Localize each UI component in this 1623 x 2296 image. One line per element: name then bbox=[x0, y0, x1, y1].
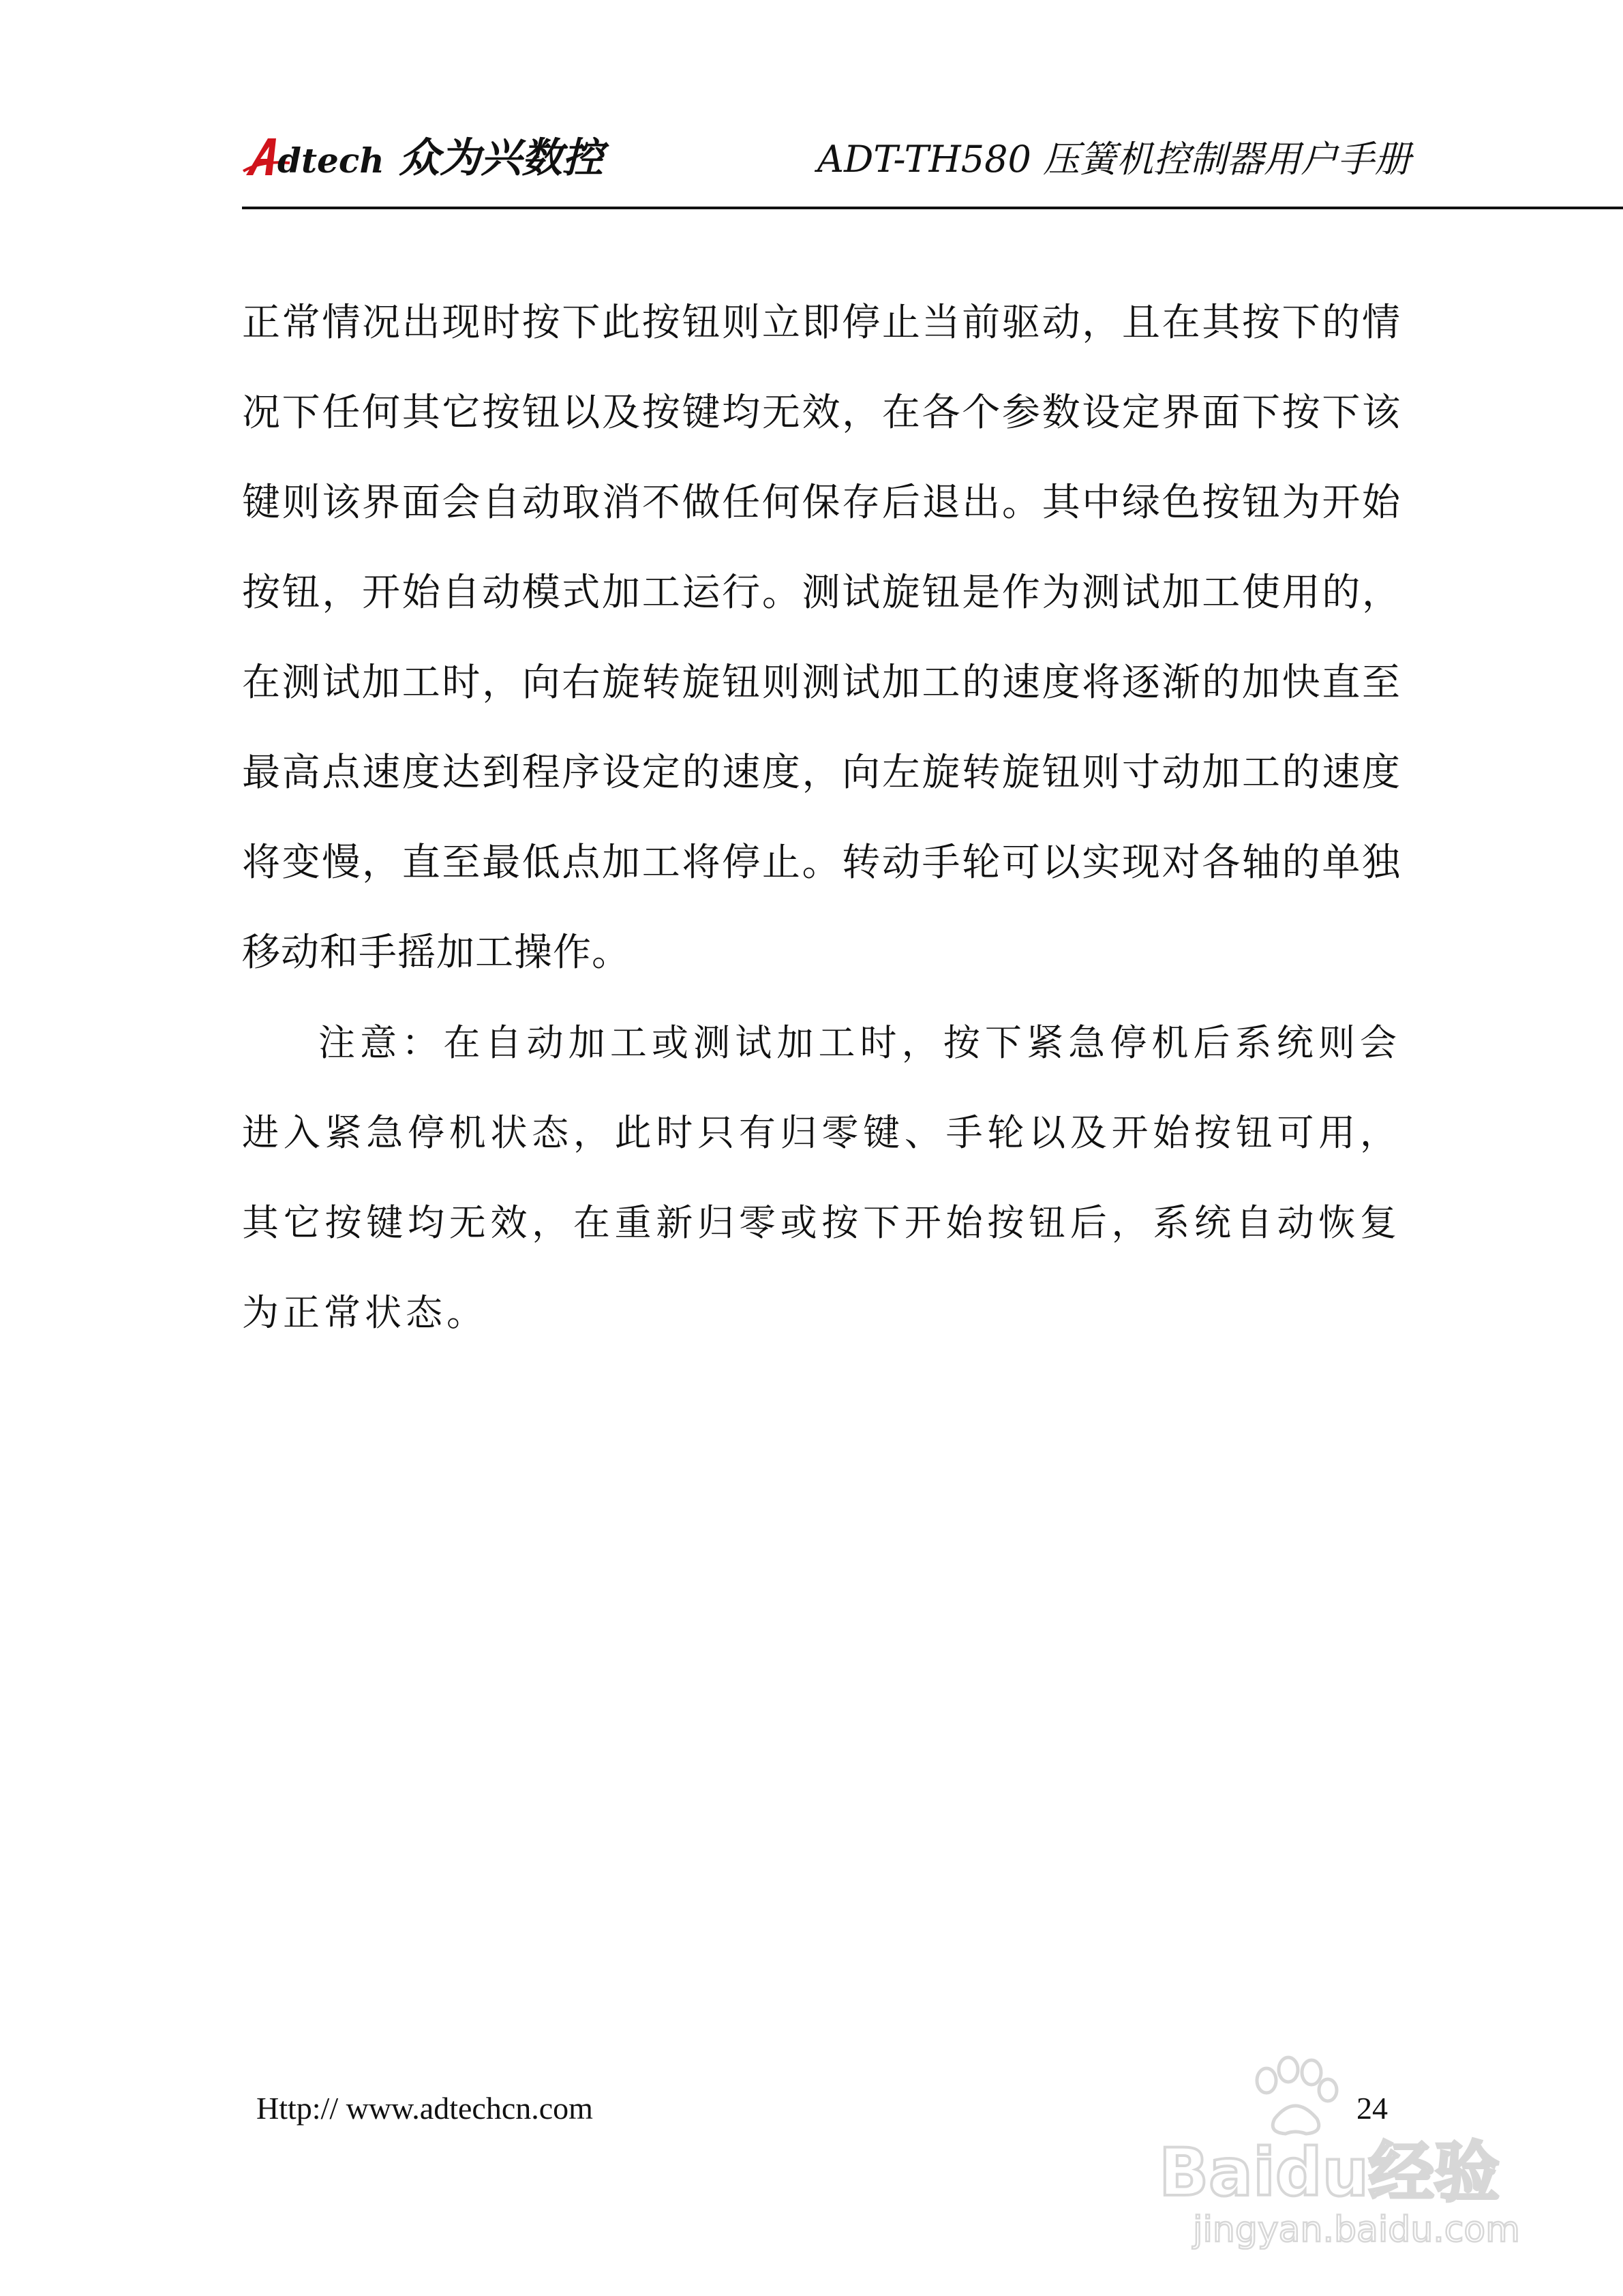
manual-title: ADT-TH580 压簧机控制器用户手册 bbox=[817, 138, 1411, 181]
paw-icon bbox=[1257, 2057, 1337, 2134]
footer-url: Http:// www.adtechcn.com bbox=[256, 2091, 593, 2126]
note-paragraph: 注意：在自动加工或测试加工时，按下紧急停机后系统则会进入紧急停机状态，此时只有归零键、手轮以及开始按钮可用，其它按键均无效，在重新归零或按下开始按钮后，系统自动恢复为正常状态。 bbox=[242, 1021, 1401, 1334]
page-header bbox=[242, 126, 1616, 201]
adtech-logo bbox=[242, 133, 389, 181]
body-paragraph: 正常情况出现时按下此按钮则立即停止当前驱动，且在其按下的情况下任何其它按钮以及按键均无效，在各个参数设定界面下按下该键则该界面会自动取消不做任何保存后退出。其中绿色按钮为开始按钮，开始自动模式加工运行。测试旋钮是作为测试加工使用的，在测试加工时，向右旋转旋钮则测试加工的速度将逐渐的加快直至最高点速度达到程序设定的速度，向左旋转旋钮则寸动加工的速度将变慢，直至最低点加工将停止。转动手轮可以实现对各轴的单独移动和手摇加工操作。 bbox=[242, 301, 1401, 975]
page-number: 24 bbox=[1356, 2091, 1388, 2126]
watermark-brand: Baidu经验 bbox=[1159, 2134, 1500, 2211]
baidu-jingyan-watermark bbox=[1145, 2045, 1527, 2250]
header-divider bbox=[242, 207, 1623, 209]
logo-text: dtech bbox=[277, 140, 384, 181]
watermark-domain: jingyan.baidu.com bbox=[1193, 2209, 1520, 2250]
company-name: 众为兴数控 bbox=[399, 134, 603, 182]
page-content bbox=[242, 278, 1401, 1358]
